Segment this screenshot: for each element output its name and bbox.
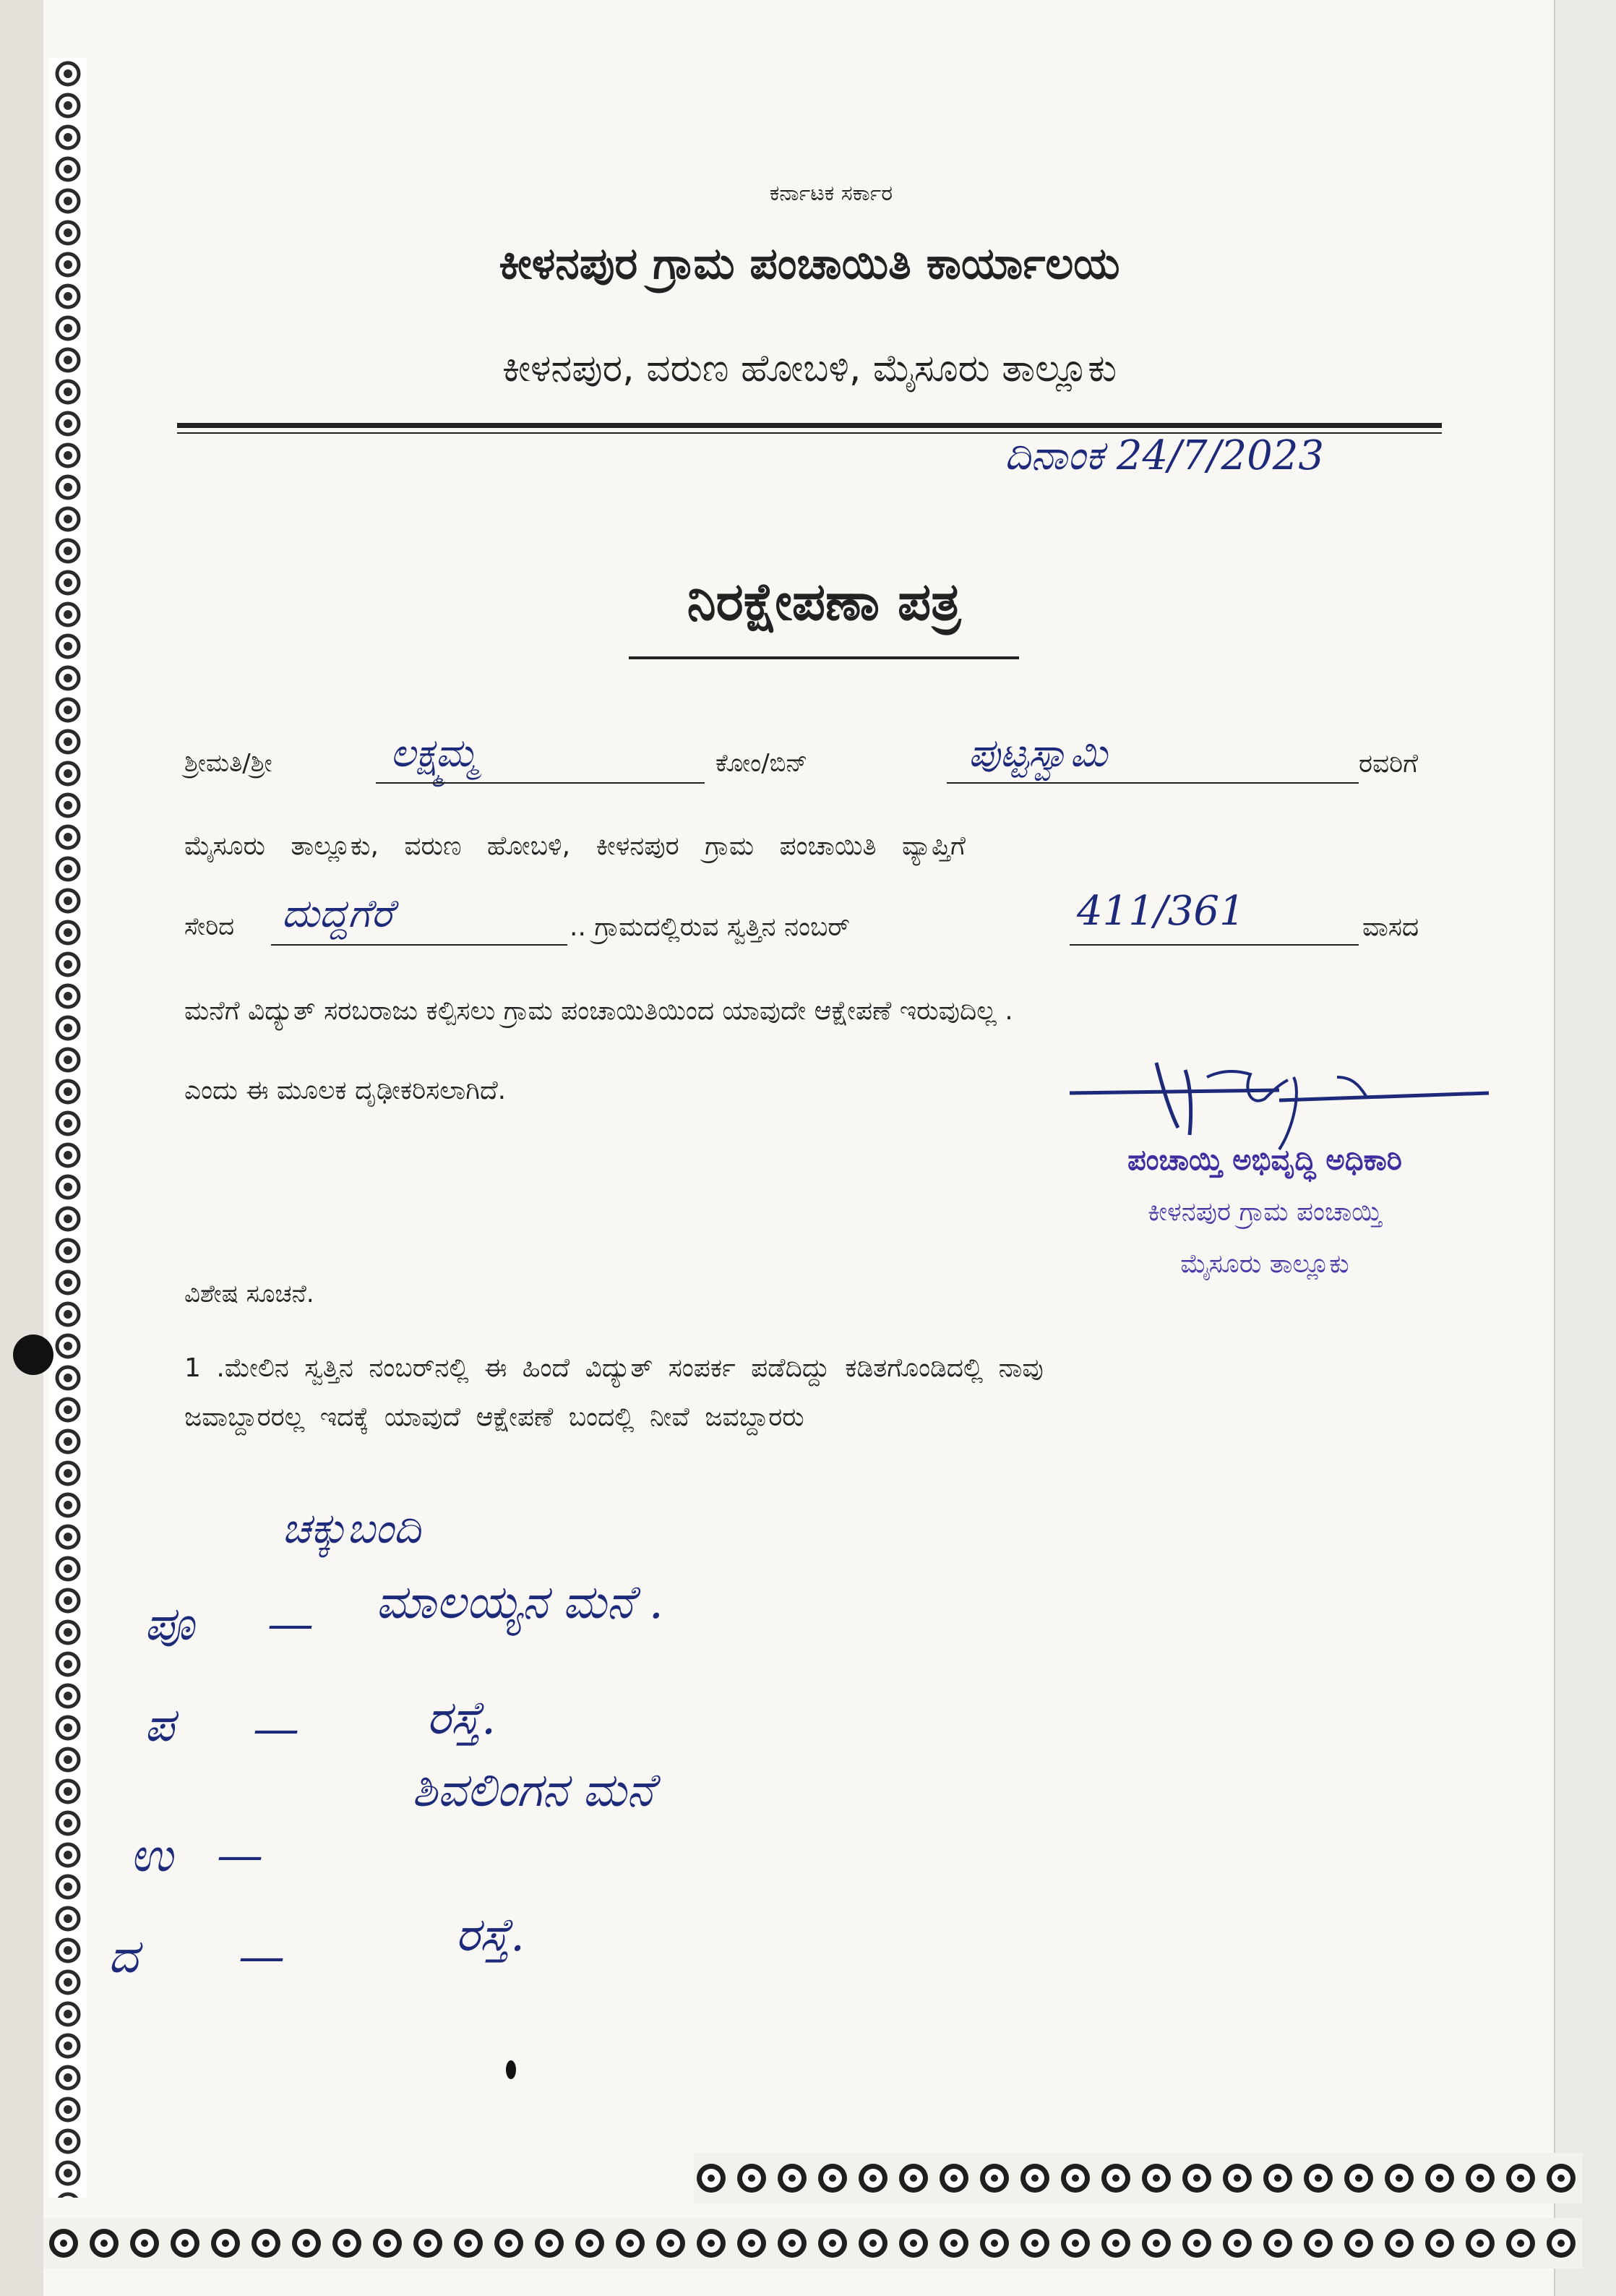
property-number: 411/361	[1077, 888, 1245, 935]
applicant-name-line	[376, 782, 705, 784]
header-divider-thick	[177, 423, 1442, 428]
certification-line: ಎಂದು ಈ ಮೂಲಕ ದೃಢೀಕರಿಸಲಾಗಿದೆ.	[184, 1076, 507, 1105]
boundary-dash: —	[253, 1702, 299, 1756]
stamp-office: ಕೀಳನಪುರ ಗ್ರಾಮ ಪಂಚಾಯ್ತಿ	[1147, 1197, 1383, 1227]
boundary-dash: —	[217, 1829, 263, 1882]
relation-label: ಕೋಂ/ಬಿನ್	[715, 749, 808, 778]
office-name: ಕೀಳನಪುರ ಗ್ರಾಮ ಪಂಚಾಯಿತಿ ಕಾರ್ಯಾಲಯ	[499, 239, 1120, 289]
title-underline	[629, 656, 1019, 659]
village-name: ದುದ್ದಗೆರೆ	[282, 891, 393, 936]
page-edge	[1554, 0, 1616, 2296]
boundaries-heading: ಚಕ್ಕುಬಂದಿ	[282, 1504, 421, 1553]
relation-name-line	[947, 782, 1359, 784]
applicant-name: ಲಕ್ಷ್ಮಮ್ಮ	[390, 730, 478, 776]
salutation-label: ಶ್ರೀಮತಿ/ಶ್ರೀ	[184, 749, 272, 778]
ink-dot	[506, 2060, 516, 2079]
government-name: ಕರ್ನಾಟಕ ಸರ್ಕಾರ	[769, 181, 893, 206]
decorative-border-left	[49, 58, 87, 2198]
officer-signature	[1062, 1048, 1510, 1157]
certificate-title: ನಿರಕ್ಷೇಪಣಾ ಪತ್ರ	[687, 571, 961, 632]
notes-heading: ವಿಶೇಷ ಸೂಚನೆ.	[184, 1280, 314, 1308]
decorative-border-bottom-2	[43, 2218, 1583, 2269]
handwritten-date: ದಿನಾಂಕ 24/7/2023	[1005, 432, 1325, 479]
jurisdiction-line: ಮೈಸೂರು ತಾಲ್ಲೂಕು, ವರುಣ ಹೋಬಳಿ, ಕೀಳನಪುರ ಗ್ರಾಮ ಪಂಚಾಯಿತಿ ವ್ಯಾಪ್ತಿಗೆ	[184, 831, 966, 861]
property-number-label: .. ಗ್ರಾಮದಲ್ಲಿರುವ ಸ್ವತ್ತಿನ ನಂಬರ್	[570, 912, 851, 942]
office-address: ಕೀಳನಪುರ, ವರುಣ ಹೋಬಳಿ, ಮೈಸೂರು ತಾಲ್ಲೂಕು	[502, 347, 1117, 390]
note-item-1-line-1: 1 .ಮೇಲಿನ ಸ್ವತ್ತಿನ ನಂಬರ್‌ನಲ್ಲಿ ಈ ಹಿಂದೆ ವಿದ್ಯುತ್ ಸಂಪರ್ಕ ಪಡೆದಿದ್ದು ಕಡಿತಗೊಂಡಿದಲ್ಲಿ ನಾವು	[184, 1353, 1044, 1383]
boundary-dash: —	[267, 1598, 314, 1651]
boundary-dash: —	[238, 1930, 285, 1984]
village-name-line	[271, 944, 567, 946]
boundary-direction-east: ಪೂ	[145, 1598, 194, 1651]
boundary-direction-north: ಉ	[130, 1829, 173, 1882]
ravarige-label: ರವರಿಗೆ	[1359, 749, 1419, 779]
note-item-1-line-2: ಜವಾಬ್ದಾರರಲ್ಲ ಇದಕ್ಕೆ ಯಾವುದೆ ಆಕ್ಷೇಪಣೆ ಬಂದಲ್ಲಿ ನೀವೆ ಜವಬ್ದಾರರು	[184, 1402, 804, 1432]
vasada-label: ವಾಸದ	[1362, 912, 1419, 942]
relation-name: ಪುಟ್ಟಸ್ವಾಮಿ	[968, 730, 1108, 776]
boundary-direction-south: ದ	[108, 1930, 139, 1984]
page-shadow	[0, 0, 43, 2296]
stamp-designation: ಪಂಚಾಯ್ತಿ ಅಭಿವೃದ್ಧಿ ಅಧಿಕಾರಿ	[1127, 1144, 1402, 1177]
punch-hole	[13, 1335, 53, 1375]
boundary-direction-west: ಪ	[145, 1699, 175, 1752]
boundary-value-east: ಮಾಲಯ್ಯನ ಮನೆ .	[376, 1576, 663, 1629]
property-number-line	[1070, 944, 1359, 946]
no-objection-statement: ಮನೆಗೆ ವಿದ್ಯುತ್ ಸರಬರಾಜು ಕಲ್ಪಿಸಲು ಗ್ರಾಮ ಪಂಚಾಯಿತಿಯಿಂದ ಯಾವುದೇ ಆಕ್ಷೇಪಣೆ ಇರುವುದಿಲ್ಲ .	[184, 996, 1013, 1026]
stamp-taluk: ಮೈಸೂರು ತಾಲ್ಲೂಕು	[1180, 1249, 1349, 1279]
boundary-value-north: ಶಿವಲಿಂಗನ ಮನೆ	[412, 1764, 654, 1817]
village-label: ಸೇರಿದ	[184, 912, 235, 941]
decorative-border-bottom-1	[43, 2153, 1583, 2203]
boundary-value-south: ರಸ್ತೆ.	[455, 1909, 525, 1962]
boundary-value-west: ರಸ್ತೆ.	[426, 1692, 497, 1745]
